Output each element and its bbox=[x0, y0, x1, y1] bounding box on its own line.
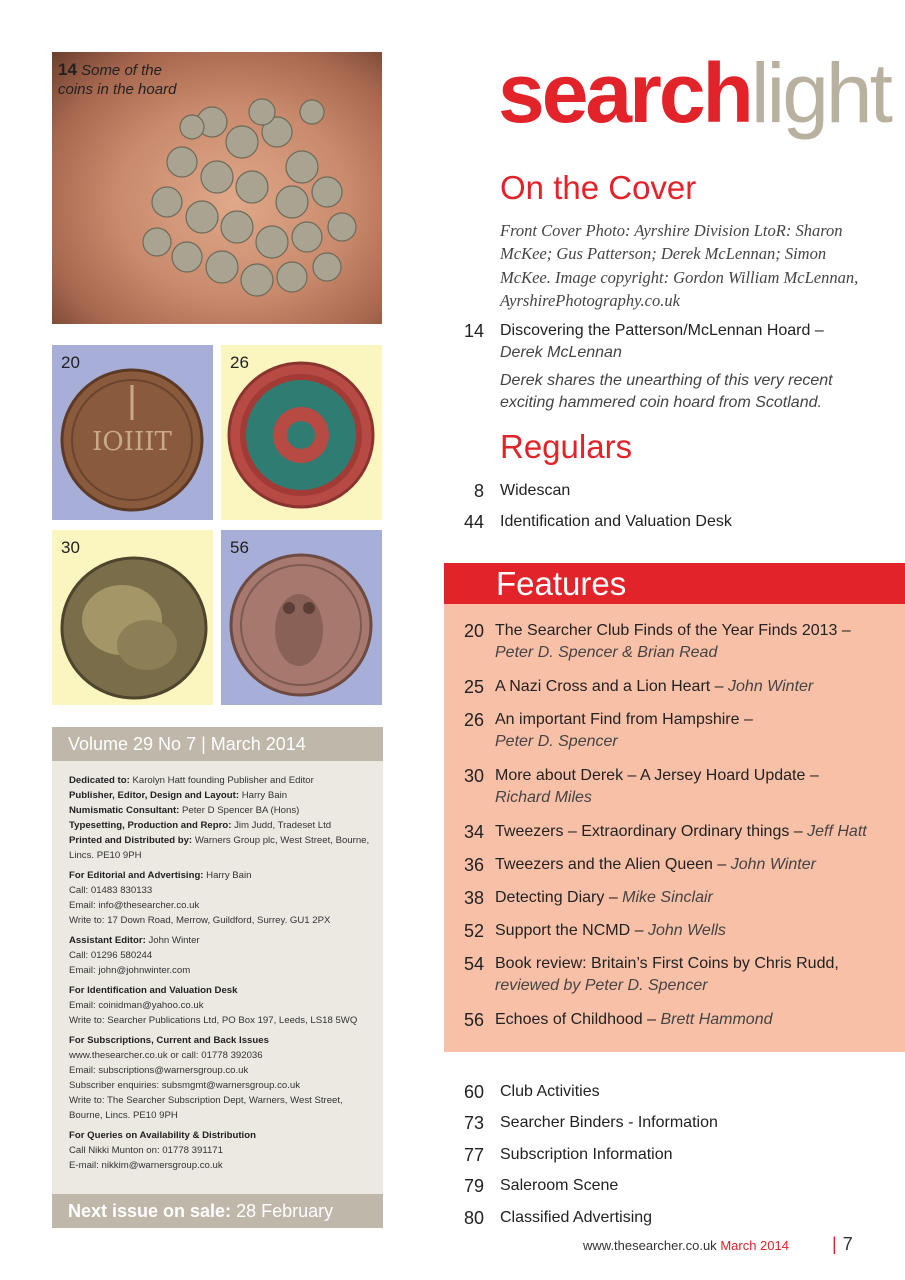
numismatic-text: Peter D Spencer BA (Hons) bbox=[182, 805, 300, 816]
page-number: 79 bbox=[463, 1176, 484, 1196]
photo-number: 26 bbox=[230, 353, 249, 372]
volume-bar: Volume 29 No 7 | March 2014 bbox=[52, 727, 383, 761]
publisher-text: Harry Bain bbox=[241, 790, 288, 801]
entry-title: The Searcher Club Finds of the Year Finds 2013 – bbox=[495, 622, 851, 639]
avail-email[interactable]: E-mail: nikkim@warnersgroup.co.uk bbox=[69, 1160, 223, 1171]
coin-photo-26 bbox=[221, 345, 382, 520]
entry-title: Discovering the Patterson/McLennan Hoard – bbox=[500, 322, 824, 339]
editorial-label: For Editorial and Advertising: bbox=[69, 870, 204, 881]
page-number: 38 bbox=[463, 888, 484, 908]
page-number: 8 bbox=[473, 481, 484, 501]
entry-author: Brett Hammond bbox=[660, 1011, 773, 1028]
avail-call: Call Nikki Munton on: 01778 391171 bbox=[69, 1145, 223, 1156]
svg-text:IOIIIT: IOIIIT bbox=[92, 427, 172, 457]
editorial-call: Call: 01483 830133 bbox=[69, 885, 153, 896]
footer-page: 7 bbox=[842, 1234, 853, 1254]
features-header bbox=[444, 563, 905, 604]
entry-author: Derek McLennan bbox=[500, 344, 622, 361]
printed-text: Warners Group plc, West Street, Bourne, Lincs. PE10 9PH bbox=[69, 835, 370, 861]
entry-title: Classified Advertising bbox=[500, 1209, 653, 1226]
entry-title: Tweezers – Extraordinary Ordinary things bbox=[495, 823, 790, 840]
entry-title: More about Derek – A Jersey Hoard Update – bbox=[495, 767, 819, 784]
entry-title: A Nazi Cross and a Lion Heart bbox=[495, 678, 711, 695]
next-issue-date: 28 February bbox=[236, 1201, 334, 1221]
entry-description: Derek shares the unearthing of this very recent exciting hammered coin hoard from Scotland. bbox=[500, 372, 833, 411]
entry-author: John Winter bbox=[730, 856, 816, 873]
entry-title: Widescan bbox=[500, 482, 571, 499]
subs-web[interactable]: www.thesearcher.co.uk or call: 01778 392036 bbox=[69, 1050, 263, 1061]
coin-photo-20 bbox=[52, 345, 213, 520]
dedicated-label: Dedicated to: bbox=[69, 775, 130, 786]
cover-caption: Front Cover Photo: Ayrshire Division LtoR: Sharon McKee; Gus Patterson; Derek McLennan; Simon McKee. Image copyright: Gordon William McLennan, AyrshirePhotography.co.uk bbox=[500, 221, 859, 310]
entry-author: John Winter bbox=[728, 678, 814, 695]
page-number: 25 bbox=[463, 677, 484, 697]
subs-enquiries[interactable]: Subscriber enquiries: subsmgmt@warnersgroup.co.uk bbox=[69, 1080, 301, 1091]
entry-title: An important Find from Hampshire – bbox=[495, 711, 753, 728]
page-number: 52 bbox=[463, 921, 484, 941]
page-footer bbox=[583, 1238, 789, 1253]
avail-label: For Queries on Availability & Distribution bbox=[69, 1130, 256, 1141]
numismatic-label: Numismatic Consultant: bbox=[69, 805, 180, 816]
features-heading: Features bbox=[496, 565, 627, 602]
page-number: 26 bbox=[463, 710, 484, 730]
page-number: 34 bbox=[463, 822, 484, 842]
page-number: 60 bbox=[463, 1082, 484, 1102]
assistant-text: John Winter bbox=[148, 935, 200, 946]
footer-month: March 2014 bbox=[720, 1238, 789, 1253]
entry-author: Mike Sinclair bbox=[622, 889, 713, 906]
regulars-heading: Regulars bbox=[500, 428, 633, 465]
entry-author: reviewed by Peter D. Spencer bbox=[495, 977, 708, 994]
coin-photo-56 bbox=[221, 530, 382, 705]
page-number: 80 bbox=[463, 1208, 484, 1228]
cover-heading: On the Cover bbox=[500, 169, 697, 206]
hoard-caption: 14 Some of the coins in the hoard bbox=[58, 60, 177, 98]
entry-title: Book review: Britain’s First Coins by Chris Rudd, bbox=[495, 955, 839, 972]
editorial-text: Harry Bain bbox=[206, 870, 252, 881]
entry-title: Saleroom Scene bbox=[500, 1177, 619, 1194]
page-number-footer: | 7 bbox=[832, 1234, 853, 1254]
typesetting-text: Jim Judd, Tradeset Ltd bbox=[234, 820, 332, 831]
ident-label: For Identification and Valuation Desk bbox=[69, 985, 238, 996]
assistant-email[interactable]: Email: john@johnwinter.com bbox=[69, 965, 191, 976]
assistant-label: Assistant Editor: bbox=[69, 935, 146, 946]
entry-author: Peter D. Spencer & Brian Read bbox=[495, 644, 718, 661]
entry-author: John Wells bbox=[647, 922, 726, 939]
coin-photo-30 bbox=[52, 530, 213, 705]
subs-email[interactable]: Email: subscriptions@warnersgroup.co.uk bbox=[69, 1065, 249, 1076]
entry-title: Support the NCMD bbox=[495, 922, 631, 939]
publisher-label: Publisher, Editor, Design and Layout: bbox=[69, 790, 240, 801]
entry-title: Subscription Information bbox=[500, 1146, 673, 1163]
page-number: 30 bbox=[463, 766, 484, 786]
ident-address: Write to: Searcher Publications Ltd, PO Box 197, Leeds, LS18 5WQ bbox=[69, 1015, 358, 1026]
page-number: 14 bbox=[463, 321, 484, 341]
entry-title: Detecting Diary bbox=[495, 889, 605, 906]
page-number: 54 bbox=[463, 954, 484, 974]
editorial-address: Write to: 17 Down Road, Merrow, Guildford, Surrey. GU1 2PX bbox=[69, 915, 331, 926]
entry-author: Jeff Hatt bbox=[807, 823, 867, 840]
dedicated-text: Karolyn Hatt founding Publisher and Editor bbox=[132, 775, 314, 786]
photo-number: 56 bbox=[230, 538, 249, 557]
page-number: 20 bbox=[463, 621, 484, 641]
entry-title: Club Activities bbox=[500, 1083, 600, 1100]
next-issue-bar bbox=[52, 1194, 383, 1228]
entry-title: Searcher Binders - Information bbox=[500, 1114, 718, 1131]
page-number: 56 bbox=[463, 1010, 484, 1030]
entry-title: Identification and Valuation Desk bbox=[500, 513, 732, 530]
assistant-call: Call: 01296 580244 bbox=[69, 950, 153, 961]
next-issue-label: Next issue on sale: bbox=[68, 1201, 232, 1221]
editorial-email[interactable]: Email: info@thesearcher.co.uk bbox=[69, 900, 200, 911]
printed-label: Printed and Distributed by: bbox=[69, 835, 193, 846]
page-number: 73 bbox=[463, 1113, 484, 1133]
footer-url[interactable]: www.thesearcher.co.uk bbox=[583, 1238, 717, 1253]
typesetting-label: Typesetting, Production and Repro: bbox=[69, 820, 232, 831]
logo-light: light bbox=[750, 46, 890, 140]
searchlight-logo bbox=[498, 38, 890, 148]
subs-address: Write to: The Searcher Subscription Dept, Warners, West Street, Bourne, Lincs. PE10 9PH bbox=[69, 1095, 343, 1121]
photo-number: 20 bbox=[61, 353, 80, 372]
photo-number: 30 bbox=[61, 538, 80, 557]
ident-email[interactable]: Email: coinidman@yahoo.co.uk bbox=[69, 1000, 204, 1011]
publisher-info bbox=[52, 761, 383, 1194]
page-number: 77 bbox=[463, 1145, 484, 1165]
hoard-photo bbox=[52, 52, 382, 324]
page-number: 36 bbox=[463, 855, 484, 875]
entry-author: Richard Miles bbox=[495, 789, 592, 806]
entry-title: Echoes of Childhood bbox=[495, 1011, 643, 1028]
logo-search: search bbox=[498, 46, 751, 140]
subs-label: For Subscriptions, Current and Back Issues bbox=[69, 1035, 269, 1046]
page-number: 44 bbox=[463, 512, 484, 532]
entry-title: Tweezers and the Alien Queen bbox=[495, 856, 713, 873]
entry-author: Peter D. Spencer bbox=[495, 733, 618, 750]
